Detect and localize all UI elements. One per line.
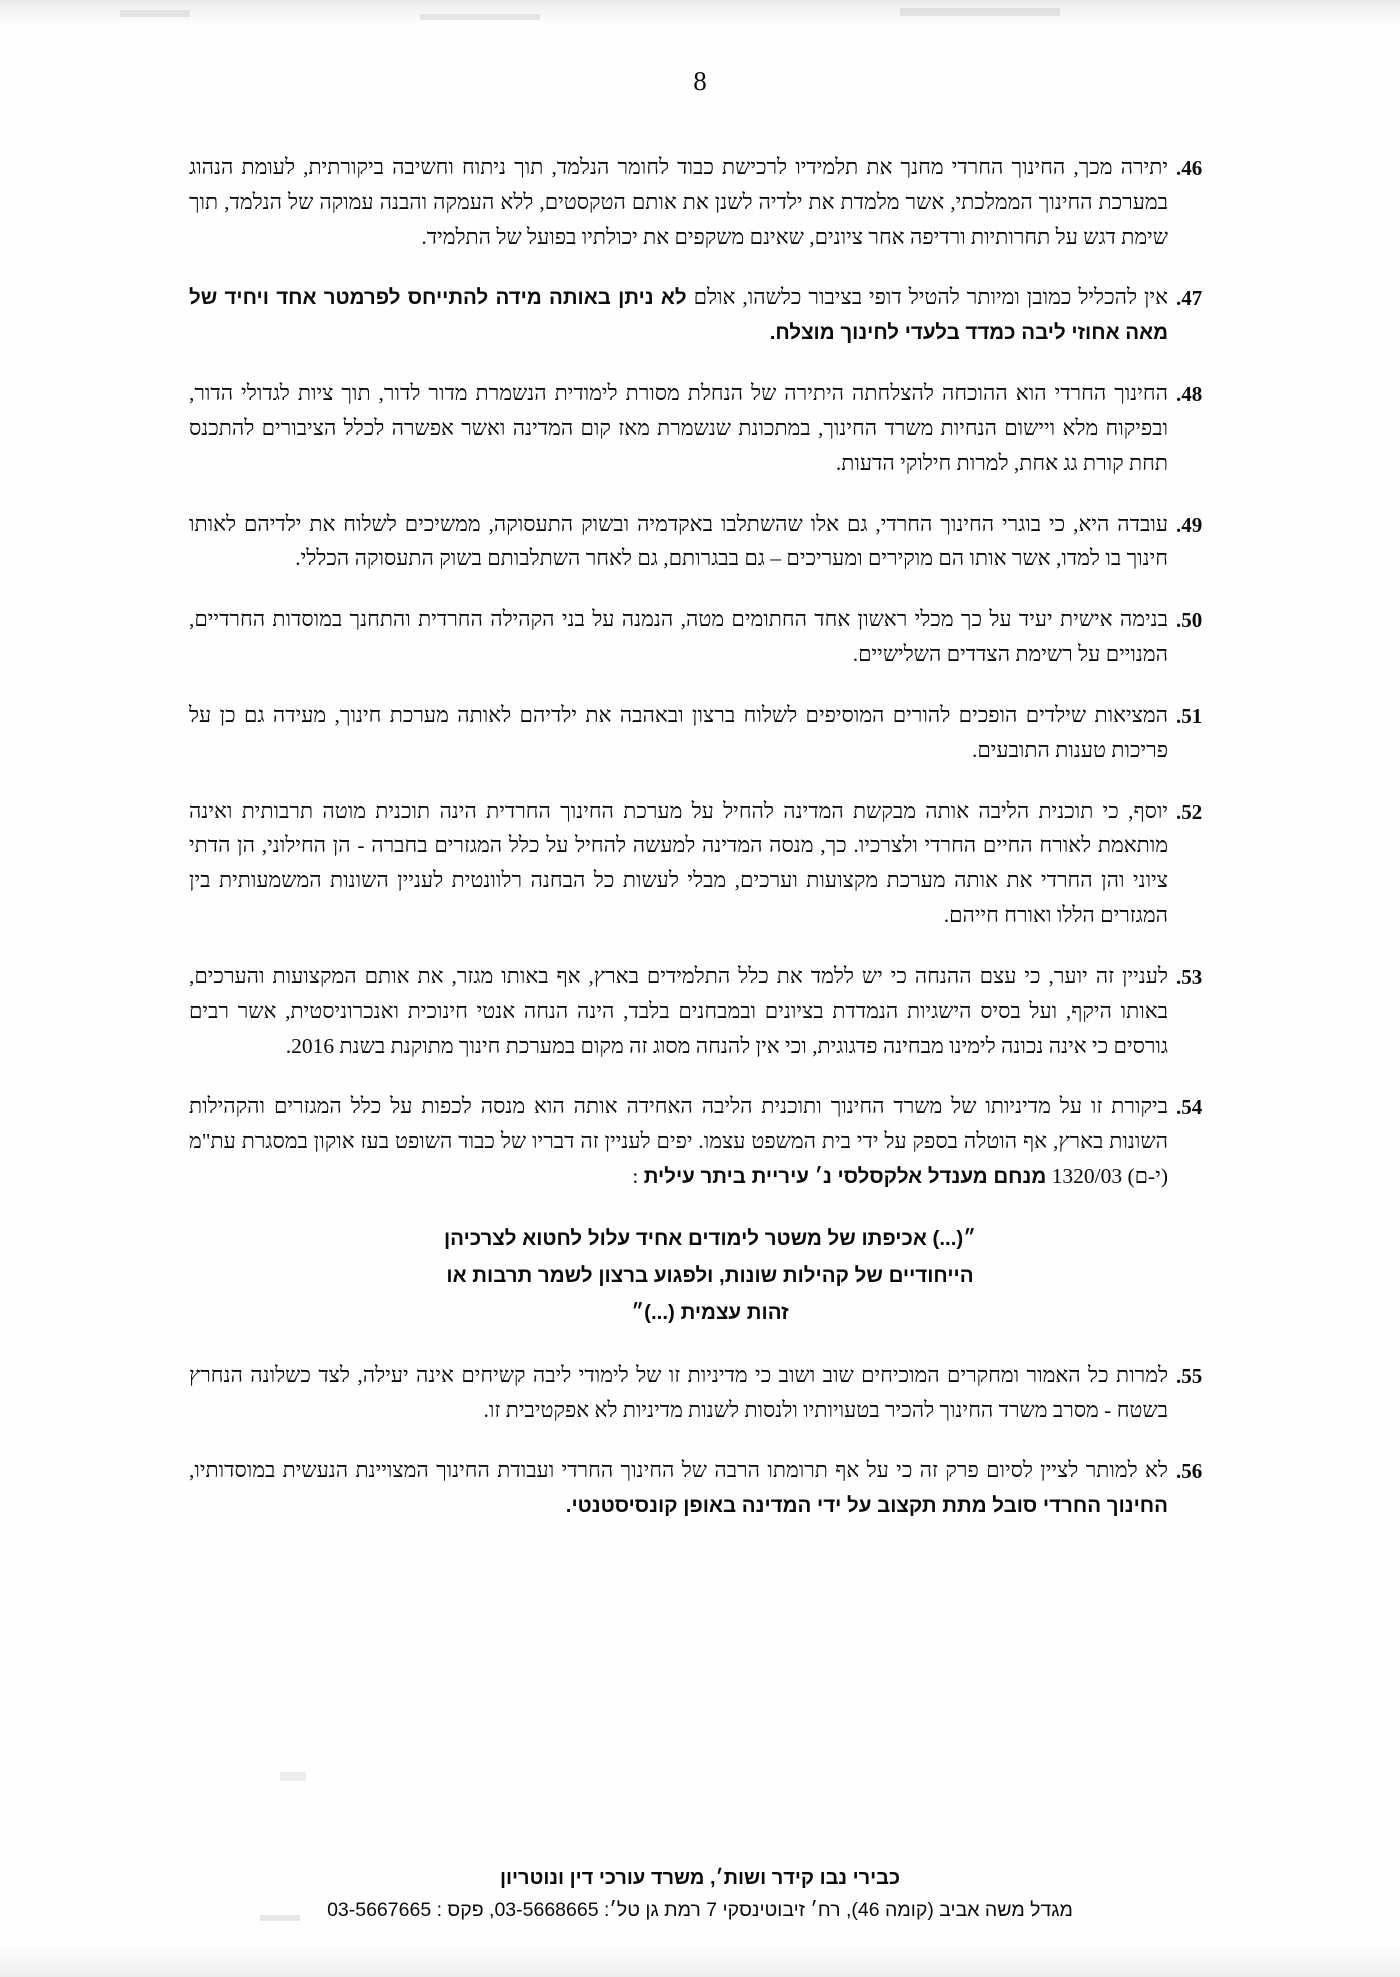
scan-edge-top: [0, 0, 1400, 26]
clause-46: [175, 150, 1250, 254]
clause-47: [175, 280, 1250, 350]
clause-53-text: [175, 959, 1168, 1063]
clause-56: [175, 1453, 1250, 1523]
clause-55-segment-0: למרות כל האמור ומחקרים המוכיחים שוב ושוב כי מדיניות זו של לימודי ליבה קשיחים אינה יעילה, לצד כשלונה הנחרץ בשטח - מסרב משרד החינוך להכיר בטעויותיו ולנסות לשנות מדיניות לא אפקטיבית זו.: [189, 1362, 1168, 1422]
court-quote-line-2: זהות עצמית (...)״: [631, 1301, 789, 1325]
clause-56-text: [175, 1453, 1168, 1523]
clause-51-segment-0: המציאות שילדים הופכים להורים המוסיפים לשלוח ברצון ובאהבה את ילדיהם לאותה מערכת חינוך, מעידה גם כן על פריכות טענות התובעים.: [189, 702, 1168, 762]
clause-48-number: .48: [1176, 382, 1203, 407]
clause-50-segment-0: בנימה אישית יעיד על כך מכלי ראשון אחד החתומים מטה, הנמנה על בני הקהילה החרדית והתחנך במוסדות החרדיים, המנויים על רשימת הצדדים השלישיים.: [189, 607, 1168, 667]
clause-47-segment-0: אין להכליל כמובן ומיותר להטיל דופי בציבור כלשהו, אולם: [686, 285, 1168, 310]
court-quote-block: [175, 1220, 1250, 1332]
document-body: [175, 150, 1250, 1549]
clause-54: [175, 1089, 1250, 1193]
footer-firm-name: כבירי נבו קידר ושות׳, משרד עורכי דין ונוטריון: [499, 1866, 901, 1889]
clause-50-number: .50: [1176, 608, 1203, 633]
footer-address: מגדל משה אביב (קומה 46), רח׳ זיבוטינסקי 7 רמת גן טל׳: 03-5668665, פקס : 03-5667665: [327, 1898, 1073, 1921]
clause-55-text: [175, 1358, 1168, 1428]
scan-speck: [280, 1772, 306, 1781]
clause-49-segment-0: עובדה היא, כי בוגרי החינוך החרדי, גם אלו שהשתלבו באקדמיה ובשוק התעסוקה, ממשיכים לשלוח את ילדיהם לאותו חינוך בו למדו, אשר אותו הם מוקירים ומעריכים – גם בבגרותם, גם לאחר השתלבותם בשוק התעסוקה הכללי.: [189, 511, 1168, 571]
clause-54-segment-2: :: [632, 1164, 644, 1189]
clause-54-segment-0: ביקורת זו על מדיניותו של משרד החינוך ותוכנית הליבה האחידה אותה הוא מנסה לכפות על כלל המגזרים והקהילות השונות בארץ, אף הוטלה בספק על ידי בית המשפט עצמו. יפים לעניין זה דבריו של כבוד השופט בעז אוקון במסגרת עת"מ (י-ם) 1320/03: [189, 1094, 1168, 1189]
clause-51: [175, 698, 1250, 768]
clause-56-segment-0: לא למותר לציין לסיום פרק זה כי על אף תרומתו הרבה של החינוך החרדי ועבודת החינוך המצויינת הנעשית במוסדותיו,: [189, 1458, 1168, 1483]
clause-47-text: [175, 280, 1168, 350]
clause-54-segment-1: מנחם מענדל אלקסלסי נ׳ עיריית ביתר עילית: [643, 1165, 1047, 1189]
clause-50-text: [175, 602, 1168, 672]
clause-48-segment-0: החינוך החרדי הוא ההוכחה להצלחתה היתירה של הנחלת מסורת לימודית הנשמרת מדור לדור, תוך ציות לגדולי הדור, ובפיקוח מלא ויישום הנחיות משרד החינוך, במתכונת שנשמרת מאז קום המדינה ואשר אפשרה לכלל הציבורים להתכנס תחת קורת גג אחת, למרות חילוקי הדעות.: [189, 381, 1168, 475]
clause-56-segment-1: החינוך החרדי סובל מתת תקצוב על ידי המדינה באופן קונסיסטנטי.: [565, 1494, 1168, 1518]
clause-52: [175, 794, 1250, 933]
clause-49-number: .49: [1176, 512, 1203, 537]
clause-46-text: [175, 150, 1168, 254]
clause-51-number: .51: [1176, 703, 1203, 728]
clause-47-segment-1: לא ניתן באותה מידה להתייחס לפרמטר אחד ויחיד של מאה אחוזי ליבה כמדד בלעדי לחינוך מוצלח.: [189, 286, 1168, 345]
clause-51-text: [175, 698, 1168, 768]
clause-54-number: .54: [1176, 1095, 1203, 1120]
page-number: 8: [693, 66, 707, 96]
clause-46-number: .46: [1176, 156, 1203, 180]
court-quote-line-1: הייחודיים של קהילות שונות, ולפגוע ברצון לשמר תרבות או: [446, 1264, 974, 1288]
clause-53: [175, 959, 1250, 1063]
scan-edge-bottom: [0, 1943, 1400, 1977]
clause-49: [175, 507, 1250, 577]
scan-speck: [120, 10, 190, 17]
clause-55: [175, 1358, 1250, 1428]
clause-54-text: [175, 1089, 1168, 1193]
clause-52-segment-0: יוסף, כי תוכנית הליבה אותה מבקשת המדינה להחיל על מערכת החינוך החרדית הינה תוכנית מוטה תרבותית ואינה מותאמת לאורח החיים החרדי ולצרכיו. כך, מנסה המדינה למעשה להחיל על כלל המגזרים בחברה - הן החילוני, הן הדתי ציוני והן החרדי את אותה מערכת מקצועות וערכים, מבלי לעשות כל הבחנה רלוונטית לעניין השונות המשמעותית בין המגזרים הללו ואורח חייהם.: [189, 798, 1168, 928]
clause-list-bottom: [175, 1358, 1250, 1523]
clause-55-number: .55: [1176, 1363, 1203, 1388]
clause-52-text: [175, 794, 1168, 933]
clause-56-number: .56: [1176, 1459, 1203, 1484]
clause-list-top: [175, 150, 1250, 1194]
clause-46-segment-0: יתירה מכך, החינוך החרדי מחנך את תלמידיו לרכישת כבוד לחומר הנלמד, תוך ניתוח וחשיבה ביקורתית, לעומת הנהוג במערכת החינוך הממלכתי, אשר מלמדת את ילדיה לשנן את אותם הטקסטים, ללא העמקה והבנה עמוקה של הנלמד, תוך שימת דגש על תחרותיות ורדיפה אחר ציונים, שאינם משקפים את יכולתיו בפועל של התלמיד.: [189, 155, 1168, 249]
clause-50: [175, 602, 1250, 672]
page-footer: [0, 1863, 1400, 1925]
clause-49-text: [175, 507, 1168, 577]
clause-47-number: .47: [1176, 286, 1203, 311]
clause-48: [175, 376, 1250, 480]
clause-53-segment-0: לעניין זה יוער, כי עצם ההנחה כי יש ללמד את כלל התלמידים בארץ, אף באותו מגזר, את אותם המקצועות והערכים, באותו היקף, ועל בסיס הישגיות הנמדדת בציונים ובמבחנים בלבד, הינה הנחה אנטי חינוכית ואנכרוניסטית, אשר רבים גורסים כי אינה נכונה לימינו מבחינה פדגוגית, וכי אין להנחה מסוג זה מקום במערכת חינוך מתוקנת בשנת 2016.: [189, 963, 1168, 1058]
clause-48-text: [175, 376, 1168, 480]
clause-53-number: .53: [1176, 964, 1203, 989]
scan-speck: [420, 14, 540, 20]
clause-52-number: .52: [1176, 799, 1203, 824]
scan-speck: [900, 8, 1060, 16]
court-quote-line-0: ״(...) אכיפתו של משטר לימודים אחיד עלול לחטוא לצרכיהן: [443, 1226, 977, 1250]
